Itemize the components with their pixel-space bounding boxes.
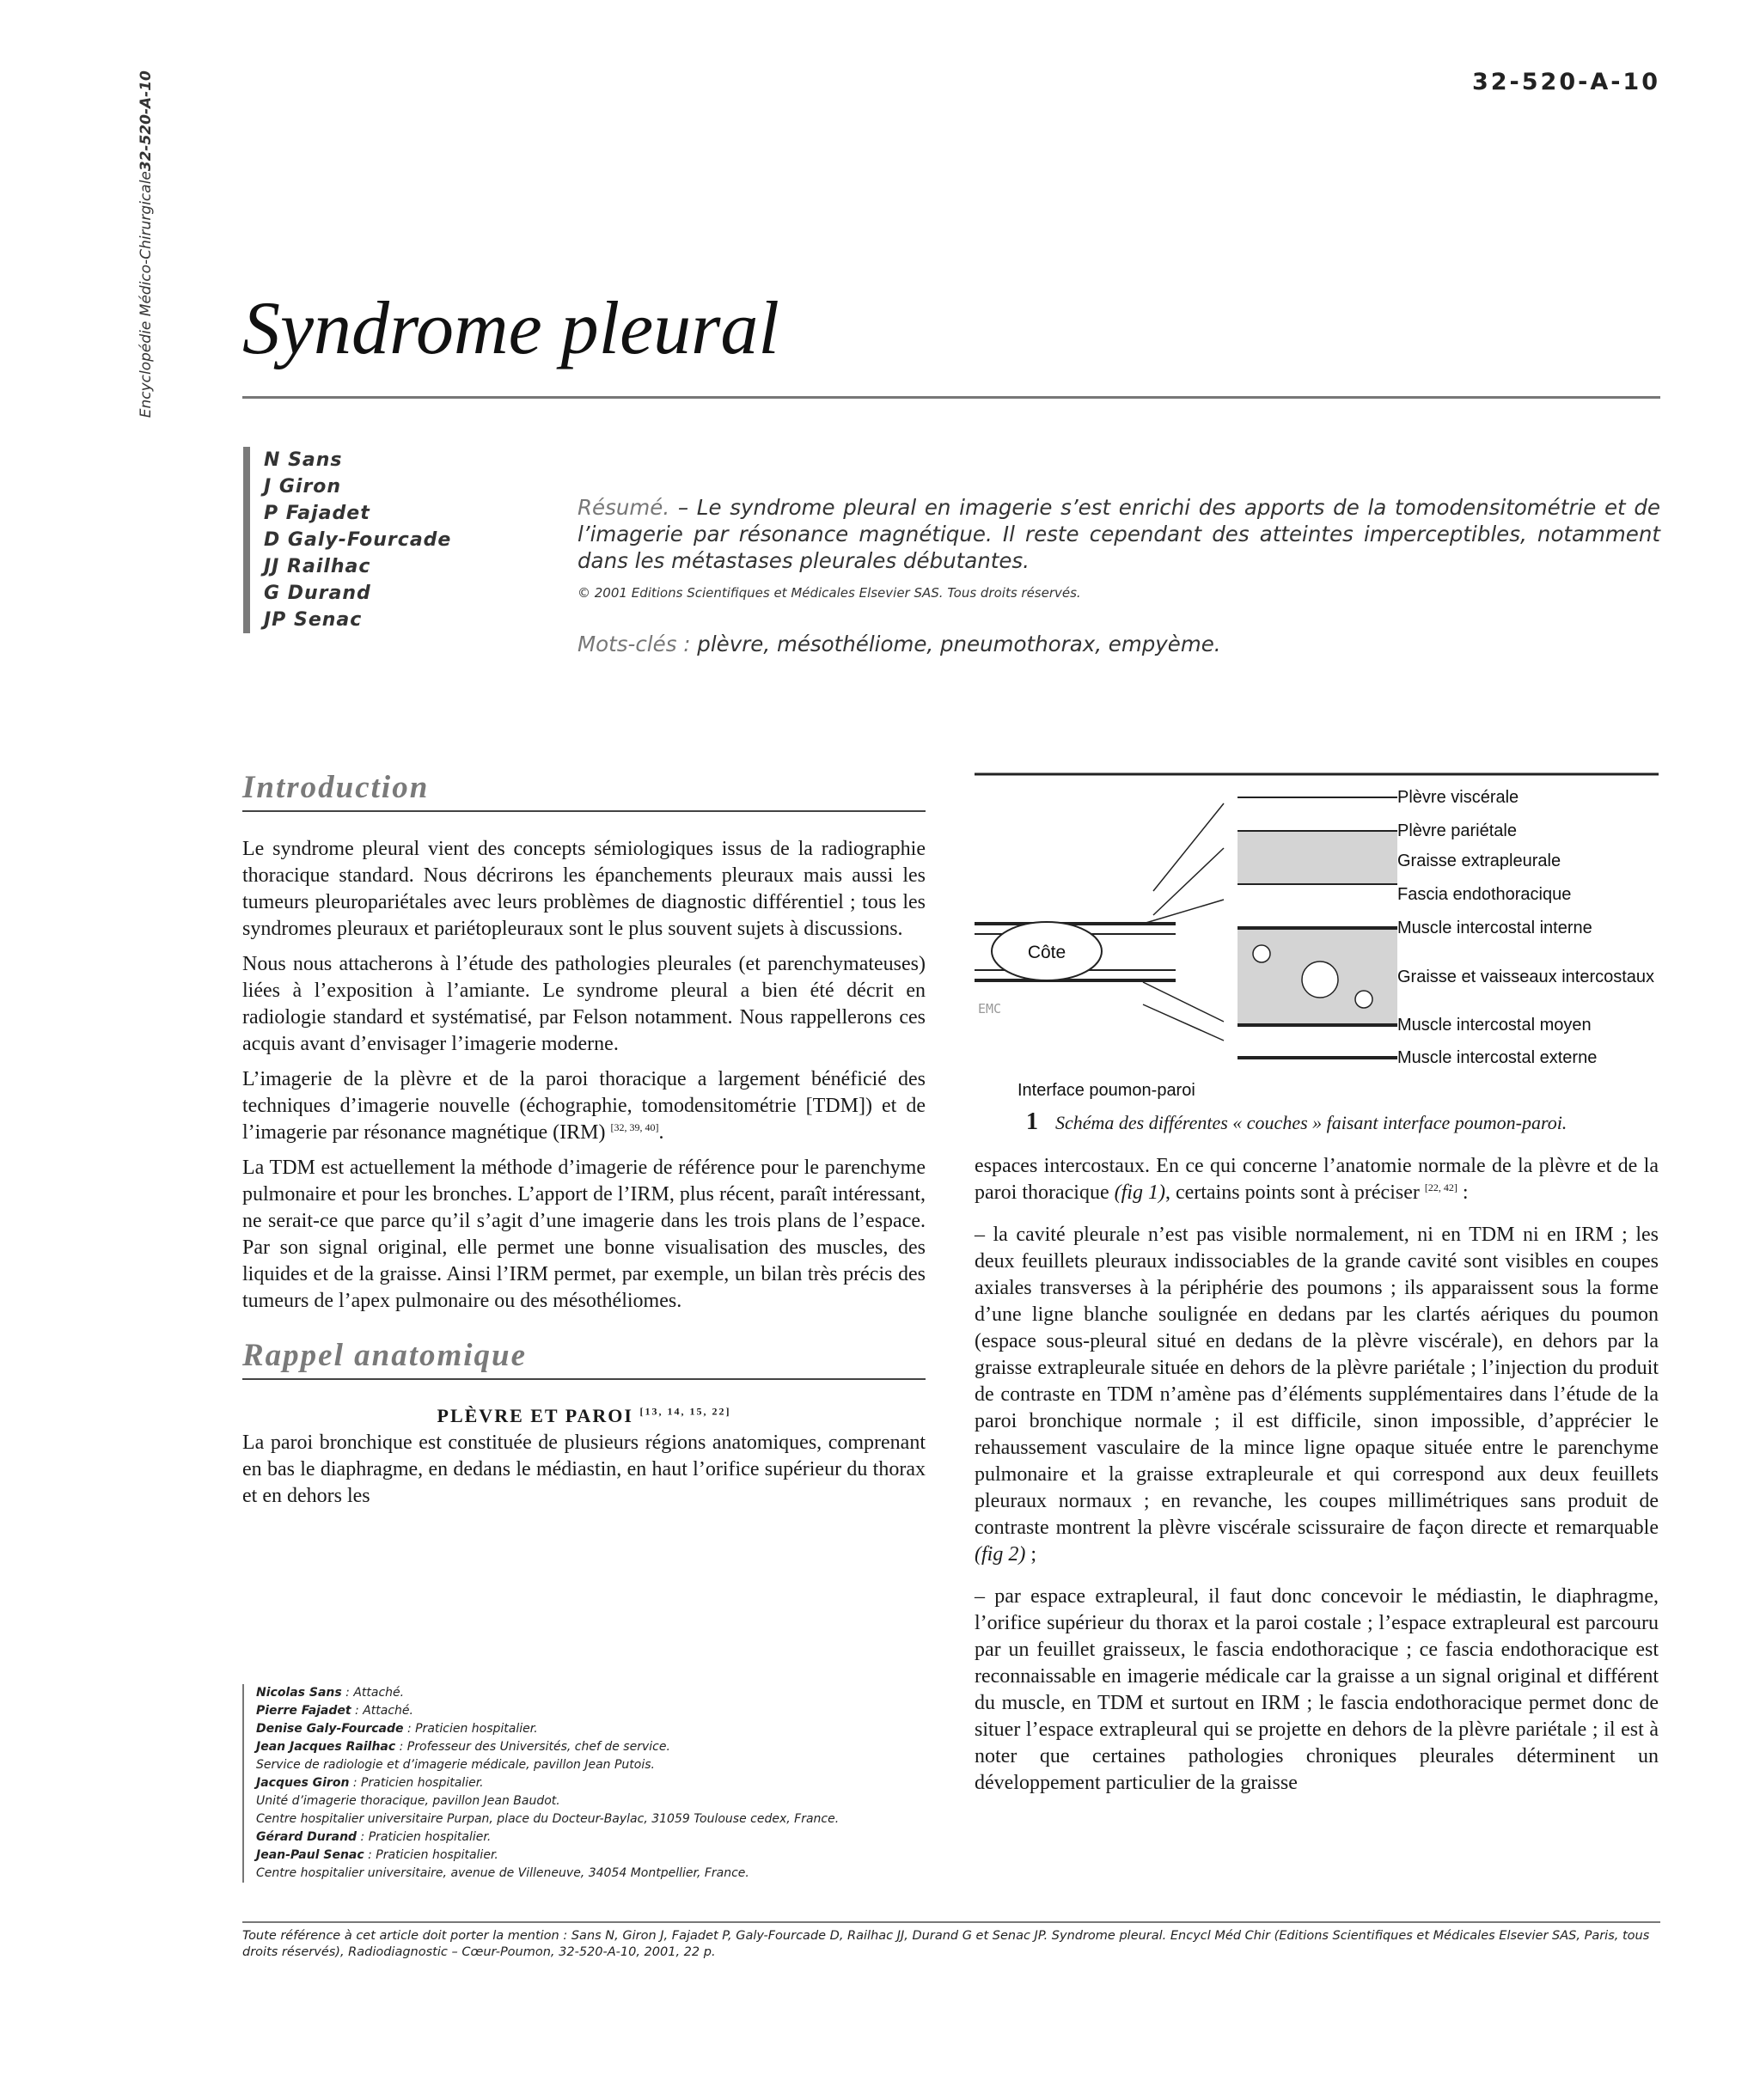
vessel-icon (1253, 945, 1270, 962)
affiliation-role: : Praticien hospitalier. (364, 1848, 498, 1862)
layer-label: Fascia endothoracique (1397, 885, 1572, 904)
affiliation-name: Jacques Giron (256, 1776, 350, 1790)
affiliation-name: Gérard Durand (256, 1830, 358, 1844)
reference-marker: [32, 39, 40] (610, 1121, 659, 1133)
subsection-heading (242, 1404, 926, 1428)
affiliation-line (256, 1865, 944, 1883)
layer-label: Graisse extrapleurale (1397, 852, 1561, 870)
intro-paragraph (242, 1066, 926, 1146)
affiliation-role: : Praticien hospitalier. (403, 1722, 538, 1736)
abstract-label: Résumé. (578, 495, 670, 520)
affiliation-line (256, 1847, 944, 1865)
vessel-icon (1355, 991, 1372, 1008)
affiliation-role: : Attaché. (351, 1704, 413, 1718)
figure-reference[interactable]: (fig 1) (1114, 1181, 1165, 1204)
keywords-label: Mots-clés : (578, 632, 698, 656)
left-column (242, 769, 926, 1518)
affiliation-role: Unité d’imagerie thoracique, pavillon Jean Baudot. (256, 1794, 560, 1808)
author: J Giron (264, 476, 342, 498)
author: JP Senac (264, 609, 363, 631)
leader-line (1153, 803, 1224, 891)
anatomy-paragraph (975, 1153, 1659, 1206)
layer-label: Muscle intercostal externe (1397, 1048, 1598, 1067)
intro-paragraph: La TDM est actuellement la méthode d’imagerie de référence pour le parenchyme pulmonaire et pour les bronches. L’apport de l’IRM, plus récent, paraît intéressant, ne serait-ce que parce qu’il s’agit d’une imagerie dans les trois plans de l’espace. Par son signal original, elle permet une bonne visualisation des muscles, des liquides et de la graisse. Ainsi l’IRM permet, par exemple, un bilan très précis des tumeurs de l’apex pulmonaire ou des mésothéliomes. (242, 1157, 926, 1312)
extrapleural-fat-band (1238, 831, 1397, 884)
affiliation-line (256, 1810, 944, 1828)
affiliation-name: Denise Galy-Fourcade (256, 1722, 404, 1736)
title-divider (242, 396, 1660, 399)
journal-name: Encyclopédie Médico-Chirurgicale (138, 171, 155, 418)
side-code: 32-520-A-10 (138, 70, 155, 172)
anatomy-paragraph: La paroi bronchique est constituée de plusieurs régions anatomiques, comprenant en bas le diaphragme, en dedans le médiastin, en haut l’orifice supérieur du thorax et en dehors les (242, 1432, 926, 1507)
pleura-layers-diagram (975, 771, 1659, 1106)
affiliation-line (256, 1774, 944, 1792)
author-affiliations (242, 1684, 944, 1883)
paragraph-text: – la cavité pleurale n’est pas visible normalement, ni en TDM ni en IRM ; les deux feuillets pleuraux indissociables de la grande cavité sont visibles en coupes axiales transverses à la périphérie des poumons ; ils apparaissent sous la forme d’une ligne blanche soulignée en dedans par les clartés aériques du poumon (espace sous-pleural situé en dedans de la plèvre viscérale), en dehors par la graisse extrapleurale située en dehors de la plèvre pariétale ; l’injection du produit de contraste en TDM n’amène pas d’éléments supplémentaires dans l’étude de la paroi bronchique normale ; il est difficile, sinon impossible, d’apprécier le rehaussement vasculaire de la mince ligne opaque située entre le parenchyme pulmonaire et la graisse extrapleurale et qui correspond aux deux feuillets pleuraux normaux ; en revanche, les coupes millimétriques sans produit de contraste montrent la plèvre viscérale scissuraire de façon directe et remarquable (975, 1224, 1659, 1539)
keywords-values: plèvre, mésothéliome, pneumothorax, empyème. (697, 632, 1221, 656)
author: JJ Railhac (264, 556, 371, 577)
abstract-block (578, 494, 1660, 657)
affiliation-line (256, 1792, 944, 1810)
affiliation-name: Nicolas Sans (256, 1686, 342, 1700)
figure-reference[interactable]: (fig 2) (975, 1543, 1026, 1566)
leader-line (1143, 982, 1224, 1022)
anatomy-bullet: – par espace extrapleural, il faut donc concevoir le médiastin, le diaphragme, l’orifice supérieur du thorax et la paroi costale ; l’espace extrapleural est parcouru par un feuillet graisseux, le fascia endothoracique ; ce fascia endothoracique est reconnaissable en imagerie médicale car la graisse a un signal original et différent du muscle, en TDM et surtout en IRM ; le fascia endothoracique permet donc de situer l’espace extrapleural qui se projette en dehors de la plèvre pariétale ; il est à noter que certaines pathologies chroniques pleurales déterminent un développement particulier de la graisse (975, 1585, 1659, 1794)
author: D Galy-Fourcade (264, 529, 452, 551)
author: N Sans (264, 449, 343, 471)
interface-label: Interface poumon-paroi (1018, 1081, 1195, 1100)
rib-label: Côte (1027, 943, 1066, 962)
affiliation-line (256, 1756, 944, 1774)
citation-note: Toute référence à cet article doit porter la mention : Sans N, Giron J, Fajadet P, Galy-Fourcade D, Railhac JJ, Durand G et Senac JP. Syndrome pleural. Encycl Méd Chir (Editions Scientifiques et Médicales Elsevier SAS, Paris, tous droits réservés), Radiodiagnostic – Cœur-Poumon, 32-520-A-10, 2001, 22 p. (242, 1929, 1650, 1959)
affiliation-role: : Professeur des Universités, chef de service. (395, 1740, 670, 1754)
affiliation-line (256, 1684, 944, 1702)
layer-label: Plèvre viscérale (1397, 788, 1519, 807)
layer-label: Muscle intercostal interne (1397, 919, 1592, 937)
anatomy-bullet (975, 1222, 1659, 1568)
affiliation-name: Pierre Fajadet (256, 1704, 351, 1718)
reference-marker: [22, 42] (1424, 1181, 1458, 1193)
affiliation-line (256, 1702, 944, 1720)
abstract-body: – Le syndrome pleural en imagerie s’est enrichi des apports de la tomodensitométrie et de l’imagerie par résonance magnétique. Il reste cependant des atteintes imperceptibles, notamment dans les métastases pleurales débutantes. (578, 495, 1660, 573)
subsection-title: PLÈVRE ET PAROI (437, 1405, 633, 1426)
intro-paragraph-text: L’imagerie de la plèvre et de la paroi thoracique a largement bénéficié des techniques d’imagerie nouvelle (échographie, tomodensitométrie [TDM]) et de l’imagerie par résonance magnétique (IRM) (242, 1068, 926, 1144)
paragraph-text: espaces intercostaux. En ce qui concerne l’anatomie normale de la plèvre et de la paroi thoracique (975, 1155, 1659, 1204)
affiliation-role: : Attaché. (341, 1686, 405, 1700)
figure-number: 1 (1026, 1108, 1038, 1135)
author-list (243, 447, 487, 633)
vessel-icon (1302, 961, 1338, 998)
journal-side-label (138, 70, 155, 418)
affiliation-line (256, 1738, 944, 1756)
leader-line (1153, 848, 1224, 915)
copyright-notice: © 2001 Editions Scientifiques et Médicales Elsevier SAS. Tous droits réservés. (578, 585, 1081, 601)
author: G Durand (264, 583, 371, 604)
figure-1 (975, 771, 1659, 1134)
section-heading-introduction: Introduction (242, 770, 430, 805)
leader-line (1143, 900, 1224, 924)
right-column (975, 1153, 1659, 1805)
citation-divider (242, 1921, 1660, 1923)
article-title: Syndrome pleural (242, 287, 779, 370)
article-code: 32-520-A-10 (1471, 69, 1660, 95)
abstract-text (578, 494, 1660, 574)
affiliation-role: : Praticien hospitalier. (349, 1776, 484, 1790)
layer-label: Graisse et vaisseaux intercostaux (1397, 968, 1655, 986)
punctuation: ; (1025, 1543, 1036, 1566)
section-divider (242, 1378, 926, 1380)
affiliation-line (256, 1828, 944, 1847)
paragraph-text: , certains points sont à préciser (1164, 1181, 1425, 1204)
affiliation-name: Jean-Paul Senac (256, 1848, 364, 1862)
intro-paragraph: Le syndrome pleural vient des concepts sémiologiques issus de la radiographie thoracique standard. Nous décrirons les épanchements pleuraux mais aussi les tumeurs pleuropariétales avec leurs problèmes de diagnostic différentiel ; tous les syndromes pleuraux et pariétopleuraux sont le plus souvent sujets à discussions. (242, 838, 926, 940)
keywords-line (578, 631, 1660, 657)
affiliation-role: Centre hospitalier universitaire, avenue de Villeneuve, 34054 Montpellier, France. (256, 1866, 749, 1880)
affiliation-name: Jean Jacques Railhac (256, 1740, 396, 1754)
section-heading-anatomy: Rappel anatomique (242, 1338, 528, 1373)
figure-caption (1026, 1108, 1659, 1135)
affiliation-role: Service de radiologie et d’imagerie médicale, pavillon Jean Putois. (256, 1758, 655, 1772)
layer-label: Plèvre pariétale (1397, 821, 1517, 840)
affiliation-role: : Praticien hospitalier. (357, 1830, 492, 1844)
punctuation: : (1457, 1181, 1469, 1204)
emc-mark: EMC (978, 1001, 1002, 1016)
affiliation-role: Centre hospitalier universitaire Purpan, place du Docteur-Baylac, 31059 Toulouse cedex, France. (256, 1812, 840, 1826)
reference-marker: [13, 14, 15, 22] (639, 1405, 731, 1418)
punctuation: . (658, 1121, 664, 1144)
section-divider (242, 810, 926, 812)
intro-paragraph: Nous nous attacherons à l’étude des pathologies pleurales (et parenchymateuses) liées à l’exposition à l’amiante. Le syndrome pleural a bien été décrit en radiologie standard et systématisé, par Felson notamment. Nous rappellerons ces acquis avant d’envisager l’imagerie moderne. (242, 953, 926, 1055)
author: P Fajadet (264, 503, 370, 524)
affiliation-line (256, 1720, 944, 1738)
leader-line (1143, 1004, 1224, 1041)
figure-caption-text: Schéma des différentes « couches » faisant interface poumon-paroi. (1055, 1112, 1568, 1133)
layer-label: Muscle intercostal moyen (1397, 1016, 1592, 1035)
